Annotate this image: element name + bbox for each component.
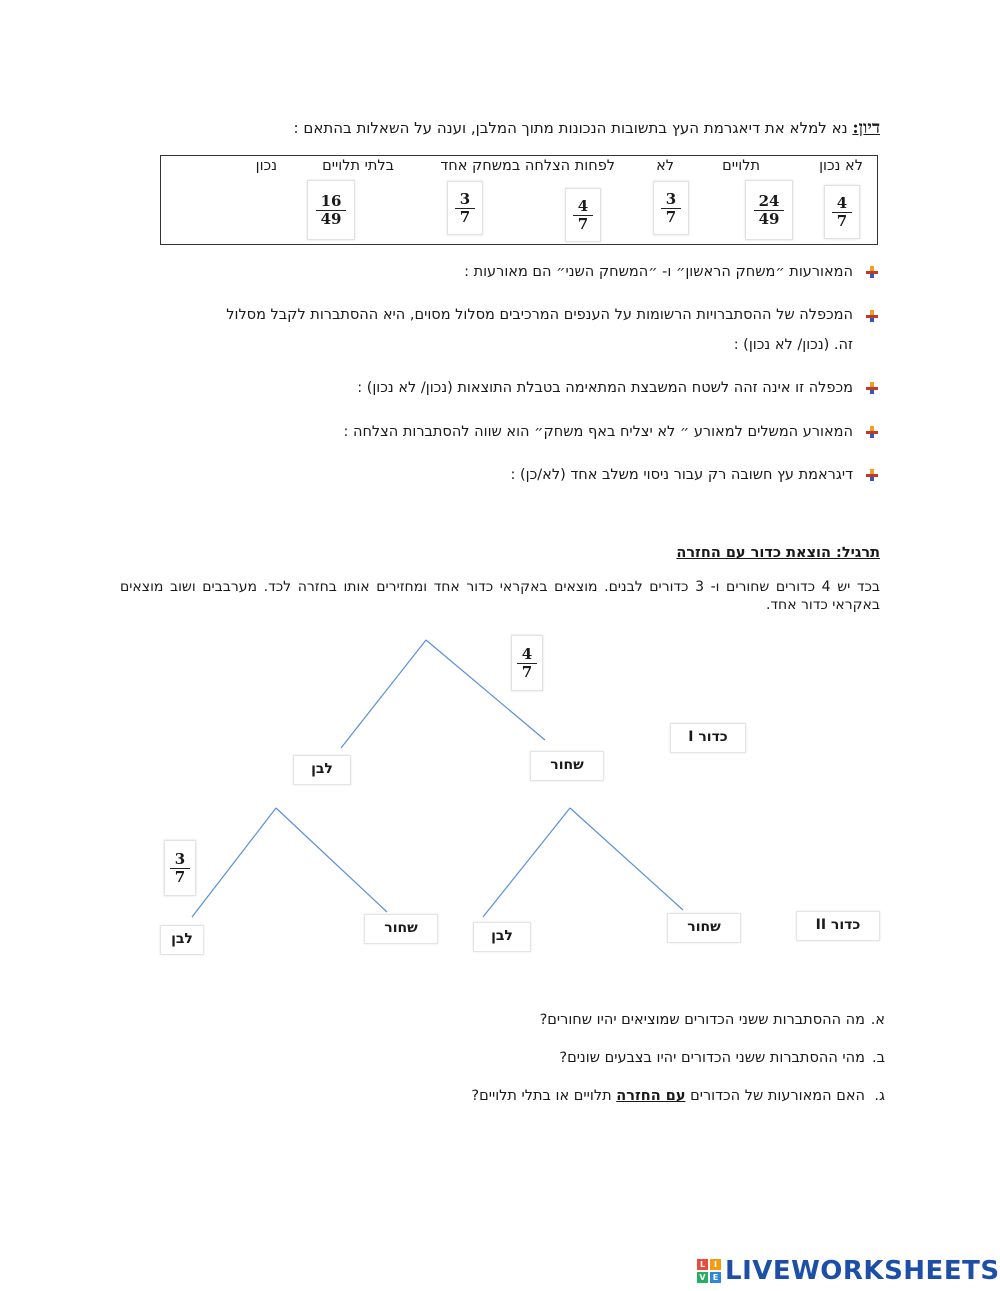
fraction-numerator: 4 (517, 646, 537, 664)
fraction-numerator: 3 (661, 191, 681, 209)
fraction-denominator: 49 (758, 209, 780, 228)
liveworksheets-logo (697, 1256, 1000, 1286)
bullet-4: המאורע המשלים למאורע ״ לא יצליח באף משחק״ הוא שווה להסתברות הצלחה : (343, 424, 853, 440)
question-marker: א. (870, 1012, 885, 1028)
node-level2-black-b[interactable]: שחור (667, 913, 741, 943)
ball-1-label: כדור I (670, 723, 746, 753)
bullet-2: המכפלה של ההסתברויות הרשומות על הענפים המרכיבים מסלול מסוים, היא ההסתברות לקבל מסלול (226, 307, 853, 323)
fraction-denominator: 49 (320, 209, 342, 228)
bank-word-at-least-one-success[interactable]: לפחות הצלחה במשחק אחד (440, 158, 615, 174)
branch-2-white-a[interactable] (192, 808, 276, 917)
fraction-numerator: 3 (170, 851, 190, 869)
instruction-text: נא למלא את דיאגרמת העץ בתשובות הנכונות מתוך המלבן, וענה על השאלות בהתאם : (293, 119, 848, 137)
bank-word-independent[interactable]: בלתי תלויים (322, 158, 394, 174)
bank-word-not-correct[interactable]: לא נכון (819, 158, 863, 174)
node-level1-black[interactable]: שחור (530, 751, 604, 781)
fraction-numerator: 16 (316, 193, 347, 211)
bullet-2-line-2: זה. (נכון/ לא נכון) : (733, 337, 853, 353)
bullet-1: המאורעות ״משחק הראשון״ ו- ״המשחק השני״ הם מאורעות : (464, 264, 853, 280)
fraction-numerator: 24 (754, 193, 785, 211)
tree-fraction-left[interactable] (164, 840, 196, 896)
question-a (539, 1012, 885, 1028)
fraction-denominator: 7 (459, 207, 471, 226)
fraction-numerator: 4 (573, 198, 593, 216)
node-level2-white-a[interactable]: לבן (160, 925, 204, 955)
fraction-denominator: 7 (577, 214, 589, 233)
tree-fraction-top[interactable] (511, 635, 543, 691)
branch-2-black-a[interactable] (276, 808, 387, 912)
discussion-label: דיון: (852, 118, 880, 138)
bank-word-no[interactable]: לא (656, 158, 674, 174)
question-b (559, 1050, 885, 1066)
fraction-denominator: 7 (665, 207, 677, 226)
bank-word-dependent[interactable]: תלויים (722, 158, 760, 174)
question-text: מהי ההסתברות ששני הכדורים יהיו בצבעים שונים? (559, 1050, 865, 1066)
node-level2-black-a[interactable]: שחור (364, 914, 438, 944)
branch-2-black-b[interactable] (570, 808, 683, 910)
branch-1-white[interactable] (341, 640, 426, 748)
question-text: מה ההסתברות ששני הכדורים שמוציאים יהיו שחורים? (539, 1012, 865, 1028)
question-marker: ב. (872, 1050, 885, 1066)
ball-2-label: כדור II (796, 911, 880, 941)
bullet-3: מכפלה זו אינה זהה לשטח המשבצת המתאימה בטבלת התוצאות (נכון/ לא נכון) : (357, 380, 853, 396)
fraction-numerator: 4 (832, 195, 852, 213)
question-c (471, 1088, 885, 1104)
logo-blocks-icon: L I V E (697, 1259, 721, 1283)
question-marker: ג. (874, 1088, 885, 1104)
node-level2-white-b[interactable]: לבן (473, 922, 531, 952)
node-level1-white[interactable]: לבן (293, 755, 351, 785)
fraction-denominator: 7 (836, 211, 848, 230)
exercise-paragraph: בכד יש 4 כדורים שחורים ו- 3 כדורים לבנים. מוצאים באקראי כדור אחד ומחזירים אותו בחזרה לכד. מערבבים ושוב מוצאים באקראי כדור אחד. (120, 579, 880, 613)
bullet-5: דיגראמת עץ חשובה רק עבור ניסוי משלב אחד (לא/כן) : (510, 467, 853, 483)
bank-word-correct[interactable]: נכון (255, 158, 277, 174)
fraction-denominator: 7 (521, 662, 533, 681)
branch-2-white-b[interactable] (483, 808, 570, 917)
fraction-denominator: 7 (174, 867, 186, 886)
question-text-after: תלויים או בתלי תלויים? (471, 1088, 617, 1104)
exercise-title: תרגיל: הוצאת כדור עם החזרה (676, 545, 880, 561)
fraction-numerator: 3 (455, 191, 475, 209)
question-text-before: האם המאורעות של הכדורים (685, 1088, 865, 1104)
question-text-emphasis: עם החזרה (616, 1088, 686, 1104)
logo-text: LIVEWORKSHEETS (725, 1256, 1000, 1286)
